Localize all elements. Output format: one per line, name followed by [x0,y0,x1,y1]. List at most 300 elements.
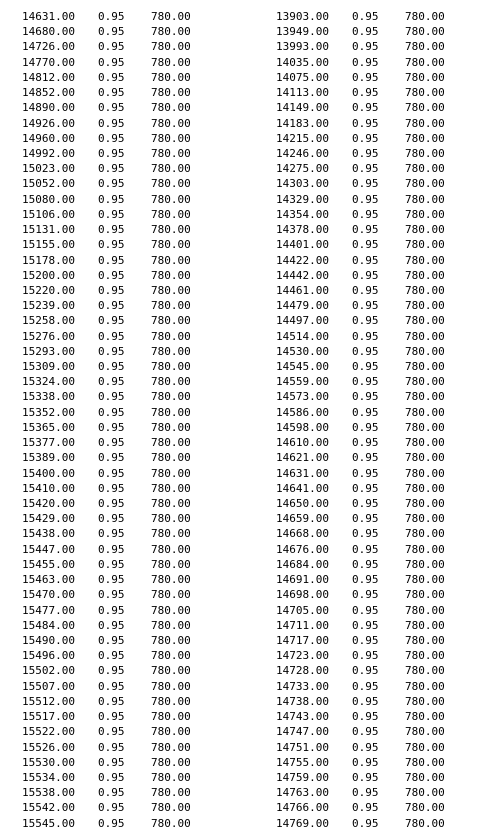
factor-cell: 0.95 [352,603,379,617]
value-cell: 14075.00 [276,70,329,84]
value-cell: 15377.00 [22,436,75,450]
amount-cell: 780.00 [405,816,445,830]
value-cell: 15400.00 [22,466,75,480]
amount-cell: 780.00 [405,253,445,267]
amount-cell: 780.00 [405,481,445,495]
value-cell: 15463.00 [22,573,75,587]
factor-cell: 0.95 [98,557,125,571]
value-cell: 14743.00 [276,710,329,724]
amount-cell: 780.00 [405,755,445,769]
value-cell: 14676.00 [276,542,329,556]
value-cell: 14668.00 [276,527,329,541]
amount-cell: 780.00 [405,679,445,693]
factor-cell: 0.95 [98,283,125,297]
amount-cell: 780.00 [405,694,445,708]
value-cell: 14711.00 [276,618,329,632]
value-cell: 14354.00 [276,207,329,221]
amount-cell: 780.00 [405,725,445,739]
factor-cell: 0.95 [352,542,379,556]
amount-cell: 780.00 [405,527,445,541]
amount-cell: 780.00 [405,466,445,480]
value-cell: 15530.00 [22,755,75,769]
factor-cell: 0.95 [352,694,379,708]
amount-cell: 780.00 [151,10,191,23]
value-cell: 15484.00 [22,618,75,632]
value-cell: 15517.00 [22,710,75,724]
amount-cell: 780.00 [151,740,191,754]
value-cell: 15470.00 [22,588,75,602]
factor-cell: 0.95 [98,633,125,647]
value-cell: 15080.00 [22,192,75,206]
amount-cell: 780.00 [405,603,445,617]
factor-cell: 0.95 [352,238,379,252]
factor-cell: 0.95 [352,527,379,541]
factor-cell: 0.95 [98,25,125,39]
factor-cell: 0.95 [352,755,379,769]
amount-cell: 780.00 [151,451,191,465]
value-cell: 14559.00 [276,375,329,389]
value-cell: 14659.00 [276,512,329,526]
factor-cell: 0.95 [98,436,125,450]
factor-cell: 0.95 [352,740,379,754]
amount-cell: 780.00 [151,238,191,252]
value-cell: 15200.00 [22,268,75,282]
factor-cell: 0.95 [352,314,379,328]
amount-cell: 780.00 [151,314,191,328]
value-cell: 14422.00 [276,253,329,267]
factor-cell: 0.95 [352,633,379,647]
value-cell: 15258.00 [22,314,75,328]
value-cell: 15447.00 [22,542,75,556]
value-cell: 14610.00 [276,436,329,450]
value-cell: 14890.00 [22,101,75,115]
value-cell: 15507.00 [22,679,75,693]
value-cell: 13949.00 [276,25,329,39]
factor-cell: 0.95 [352,131,379,145]
value-cell: 14401.00 [276,238,329,252]
factor-cell: 0.95 [98,755,125,769]
factor-cell: 0.95 [352,588,379,602]
factor-cell: 0.95 [352,223,379,237]
value-cell: 14759.00 [276,770,329,784]
amount-cell: 780.00 [405,436,445,450]
value-cell: 14650.00 [276,497,329,510]
amount-cell: 780.00 [151,299,191,313]
value-cell: 15534.00 [22,770,75,784]
factor-cell: 0.95 [98,223,125,237]
value-cell: 14641.00 [276,481,329,495]
factor-cell: 0.95 [352,344,379,358]
value-cell: 14812.00 [22,70,75,84]
amount-cell: 780.00 [405,101,445,115]
value-cell: 14149.00 [276,101,329,115]
factor-cell: 0.95 [352,557,379,571]
amount-cell: 780.00 [151,633,191,647]
amount-cell: 780.00 [405,238,445,252]
value-cell: 14621.00 [276,451,329,465]
value-cell: 14926.00 [22,116,75,130]
amount-cell: 780.00 [151,253,191,267]
value-cell: 14684.00 [276,557,329,571]
factor-cell: 0.95 [352,116,379,130]
factor-cell: 0.95 [352,40,379,54]
value-cell: 15220.00 [22,283,75,297]
amount-cell: 780.00 [405,664,445,678]
amount-cell: 780.00 [151,801,191,815]
value-cell: 14530.00 [276,344,329,358]
amount-cell: 780.00 [151,283,191,297]
value-cell: 14691.00 [276,573,329,587]
factor-cell: 0.95 [352,481,379,495]
value-cell: 15023.00 [22,162,75,176]
amount-cell: 780.00 [405,375,445,389]
factor-cell: 0.95 [352,466,379,480]
amount-cell: 780.00 [151,207,191,221]
value-cell: 14246.00 [276,146,329,160]
value-cell: 15477.00 [22,603,75,617]
amount-cell: 780.00 [405,86,445,100]
amount-cell: 780.00 [151,466,191,480]
factor-cell: 0.95 [98,466,125,480]
factor-cell: 0.95 [352,299,379,313]
value-cell: 15455.00 [22,557,75,571]
factor-cell: 0.95 [352,512,379,526]
amount-cell: 780.00 [405,177,445,191]
factor-cell: 0.95 [98,405,125,419]
factor-cell: 0.95 [352,770,379,784]
factor-cell: 0.95 [98,694,125,708]
amount-cell: 780.00 [151,481,191,495]
factor-cell: 0.95 [352,329,379,343]
value-cell: 15389.00 [22,451,75,465]
factor-cell: 0.95 [98,131,125,145]
factor-cell: 0.95 [98,770,125,784]
factor-cell: 0.95 [98,420,125,434]
amount-cell: 780.00 [405,801,445,815]
factor-cell: 0.95 [352,497,379,510]
factor-cell: 0.95 [98,740,125,754]
factor-cell: 0.95 [352,451,379,465]
factor-cell: 0.95 [98,207,125,221]
factor-cell: 0.95 [352,10,379,23]
factor-cell: 0.95 [98,679,125,693]
value-cell: 13993.00 [276,40,329,54]
factor-cell: 0.95 [98,603,125,617]
value-cell: 15542.00 [22,801,75,815]
factor-cell: 0.95 [352,664,379,678]
amount-cell: 780.00 [405,192,445,206]
value-cell: 13903.00 [276,10,329,23]
factor-cell: 0.95 [98,329,125,343]
amount-cell: 780.00 [151,116,191,130]
factor-cell: 0.95 [352,710,379,724]
value-cell: 14598.00 [276,420,329,434]
value-cell: 14329.00 [276,192,329,206]
amount-cell: 780.00 [151,816,191,830]
value-cell: 14303.00 [276,177,329,191]
factor-cell: 0.95 [98,344,125,358]
amount-cell: 780.00 [151,390,191,404]
factor-cell: 0.95 [98,573,125,587]
value-cell: 14747.00 [276,725,329,739]
amount-cell: 780.00 [405,557,445,571]
factor-cell: 0.95 [352,649,379,663]
value-cell: 15052.00 [22,177,75,191]
value-cell: 14215.00 [276,131,329,145]
amount-cell: 780.00 [151,344,191,358]
value-cell: 14726.00 [22,40,75,54]
factor-cell: 0.95 [98,253,125,267]
factor-cell: 0.95 [352,420,379,434]
value-cell: 15324.00 [22,375,75,389]
factor-cell: 0.95 [98,86,125,100]
factor-cell: 0.95 [352,360,379,374]
value-cell: 14586.00 [276,405,329,419]
amount-cell: 780.00 [405,116,445,130]
factor-cell: 0.95 [98,618,125,632]
amount-cell: 780.00 [405,314,445,328]
amount-cell: 780.00 [151,557,191,571]
amount-cell: 780.00 [405,770,445,784]
amount-cell: 780.00 [151,618,191,632]
amount-cell: 780.00 [151,162,191,176]
value-cell: 14461.00 [276,283,329,297]
amount-cell: 780.00 [405,588,445,602]
value-cell: 15490.00 [22,633,75,647]
factor-cell: 0.95 [98,268,125,282]
factor-cell: 0.95 [98,512,125,526]
factor-cell: 0.95 [352,25,379,39]
amount-cell: 780.00 [405,360,445,374]
factor-cell: 0.95 [98,649,125,663]
factor-cell: 0.95 [352,162,379,176]
amount-cell: 780.00 [405,131,445,145]
value-cell: 15365.00 [22,420,75,434]
value-cell: 15496.00 [22,649,75,663]
amount-cell: 780.00 [151,649,191,663]
value-cell: 14751.00 [276,740,329,754]
amount-cell: 780.00 [151,86,191,100]
amount-cell: 780.00 [405,10,445,23]
value-cell: 14717.00 [276,633,329,647]
factor-cell: 0.95 [352,405,379,419]
amount-cell: 780.00 [405,299,445,313]
amount-cell: 780.00 [151,192,191,206]
factor-cell: 0.95 [98,162,125,176]
value-cell: 14728.00 [276,664,329,678]
factor-cell: 0.95 [352,253,379,267]
value-cell: 14738.00 [276,694,329,708]
amount-cell: 780.00 [405,329,445,343]
amount-cell: 780.00 [405,146,445,160]
amount-cell: 780.00 [405,344,445,358]
amount-cell: 780.00 [151,405,191,419]
value-cell: 14275.00 [276,162,329,176]
factor-cell: 0.95 [98,497,125,510]
amount-cell: 780.00 [405,618,445,632]
value-cell: 14698.00 [276,588,329,602]
factor-cell: 0.95 [352,375,379,389]
value-cell: 15429.00 [22,512,75,526]
factor-cell: 0.95 [352,801,379,815]
amount-cell: 780.00 [405,390,445,404]
amount-cell: 780.00 [151,101,191,115]
value-cell: 14705.00 [276,603,329,617]
value-cell: 14113.00 [276,86,329,100]
value-cell: 14035.00 [276,55,329,69]
value-cell: 15502.00 [22,664,75,678]
amount-cell: 780.00 [405,207,445,221]
factor-cell: 0.95 [98,70,125,84]
amount-cell: 780.00 [151,70,191,84]
value-cell: 15239.00 [22,299,75,313]
factor-cell: 0.95 [98,360,125,374]
factor-cell: 0.95 [352,816,379,830]
value-cell: 14442.00 [276,268,329,282]
factor-cell: 0.95 [352,70,379,84]
value-cell: 14852.00 [22,86,75,100]
factor-cell: 0.95 [352,679,379,693]
value-cell: 15106.00 [22,207,75,221]
amount-cell: 780.00 [151,694,191,708]
amount-cell: 780.00 [151,603,191,617]
factor-cell: 0.95 [98,101,125,115]
amount-cell: 780.00 [405,70,445,84]
factor-cell: 0.95 [98,542,125,556]
value-cell: 14755.00 [276,755,329,769]
factor-cell: 0.95 [98,299,125,313]
amount-cell: 780.00 [151,710,191,724]
value-cell: 14378.00 [276,223,329,237]
value-cell: 15420.00 [22,497,75,510]
amount-cell: 780.00 [151,268,191,282]
amount-cell: 780.00 [405,512,445,526]
value-cell: 15352.00 [22,405,75,419]
factor-cell: 0.95 [98,710,125,724]
value-cell: 14497.00 [276,314,329,328]
amount-cell: 780.00 [151,679,191,693]
value-cell: 14766.00 [276,801,329,815]
amount-cell: 780.00 [151,420,191,434]
factor-cell: 0.95 [352,207,379,221]
factor-cell: 0.95 [352,101,379,115]
factor-cell: 0.95 [352,786,379,800]
value-cell: 15178.00 [22,253,75,267]
factor-cell: 0.95 [98,664,125,678]
value-cell: 14733.00 [276,679,329,693]
factor-cell: 0.95 [98,451,125,465]
amount-cell: 780.00 [405,710,445,724]
factor-cell: 0.95 [98,816,125,830]
amount-cell: 780.00 [151,512,191,526]
amount-cell: 780.00 [405,40,445,54]
amount-cell: 780.00 [151,55,191,69]
amount-cell: 780.00 [405,55,445,69]
value-cell: 14183.00 [276,116,329,130]
amount-cell: 780.00 [405,162,445,176]
value-cell: 15293.00 [22,344,75,358]
factor-cell: 0.95 [98,527,125,541]
amount-cell: 780.00 [151,725,191,739]
value-cell: 15526.00 [22,740,75,754]
amount-cell: 780.00 [151,664,191,678]
value-cell: 14723.00 [276,649,329,663]
amount-cell: 780.00 [405,649,445,663]
value-cell: 15538.00 [22,786,75,800]
amount-cell: 780.00 [151,770,191,784]
amount-cell: 780.00 [151,573,191,587]
value-cell: 14479.00 [276,299,329,313]
amount-cell: 780.00 [151,527,191,541]
amount-cell: 780.00 [151,375,191,389]
value-cell: 15410.00 [22,481,75,495]
factor-cell: 0.95 [98,116,125,130]
factor-cell: 0.95 [98,481,125,495]
factor-cell: 0.95 [98,146,125,160]
factor-cell: 0.95 [98,375,125,389]
factor-cell: 0.95 [98,801,125,815]
value-cell: 14680.00 [22,25,75,39]
value-cell: 14763.00 [276,786,329,800]
amount-cell: 780.00 [405,542,445,556]
amount-cell: 780.00 [151,25,191,39]
value-cell: 15276.00 [22,329,75,343]
factor-cell: 0.95 [98,238,125,252]
value-cell: 14573.00 [276,390,329,404]
factor-cell: 0.95 [98,588,125,602]
factor-cell: 0.95 [98,177,125,191]
factor-cell: 0.95 [352,390,379,404]
amount-cell: 780.00 [405,283,445,297]
value-cell: 15512.00 [22,694,75,708]
factor-cell: 0.95 [98,40,125,54]
amount-cell: 780.00 [151,436,191,450]
amount-cell: 780.00 [405,740,445,754]
factor-cell: 0.95 [352,283,379,297]
factor-cell: 0.95 [98,10,125,23]
amount-cell: 780.00 [151,131,191,145]
amount-cell: 780.00 [151,177,191,191]
amount-cell: 780.00 [151,146,191,160]
amount-cell: 780.00 [405,223,445,237]
value-cell: 15522.00 [22,725,75,739]
amount-cell: 780.00 [405,633,445,647]
factor-cell: 0.95 [352,573,379,587]
value-cell: 14514.00 [276,329,329,343]
value-cell: 15338.00 [22,390,75,404]
amount-cell: 780.00 [151,497,191,510]
amount-cell: 780.00 [405,573,445,587]
amount-cell: 780.00 [405,451,445,465]
factor-cell: 0.95 [352,177,379,191]
value-cell: 15545.00 [22,816,75,830]
factor-cell: 0.95 [352,268,379,282]
value-cell: 14631.00 [22,10,75,23]
amount-cell: 780.00 [151,40,191,54]
amount-cell: 780.00 [405,497,445,510]
factor-cell: 0.95 [98,725,125,739]
amount-cell: 780.00 [151,588,191,602]
factor-cell: 0.95 [352,192,379,206]
amount-cell: 780.00 [151,329,191,343]
amount-cell: 780.00 [405,786,445,800]
value-cell: 15438.00 [22,527,75,541]
factor-cell: 0.95 [98,55,125,69]
value-cell: 14770.00 [22,55,75,69]
amount-cell: 780.00 [405,268,445,282]
amount-cell: 780.00 [151,360,191,374]
factor-cell: 0.95 [352,618,379,632]
